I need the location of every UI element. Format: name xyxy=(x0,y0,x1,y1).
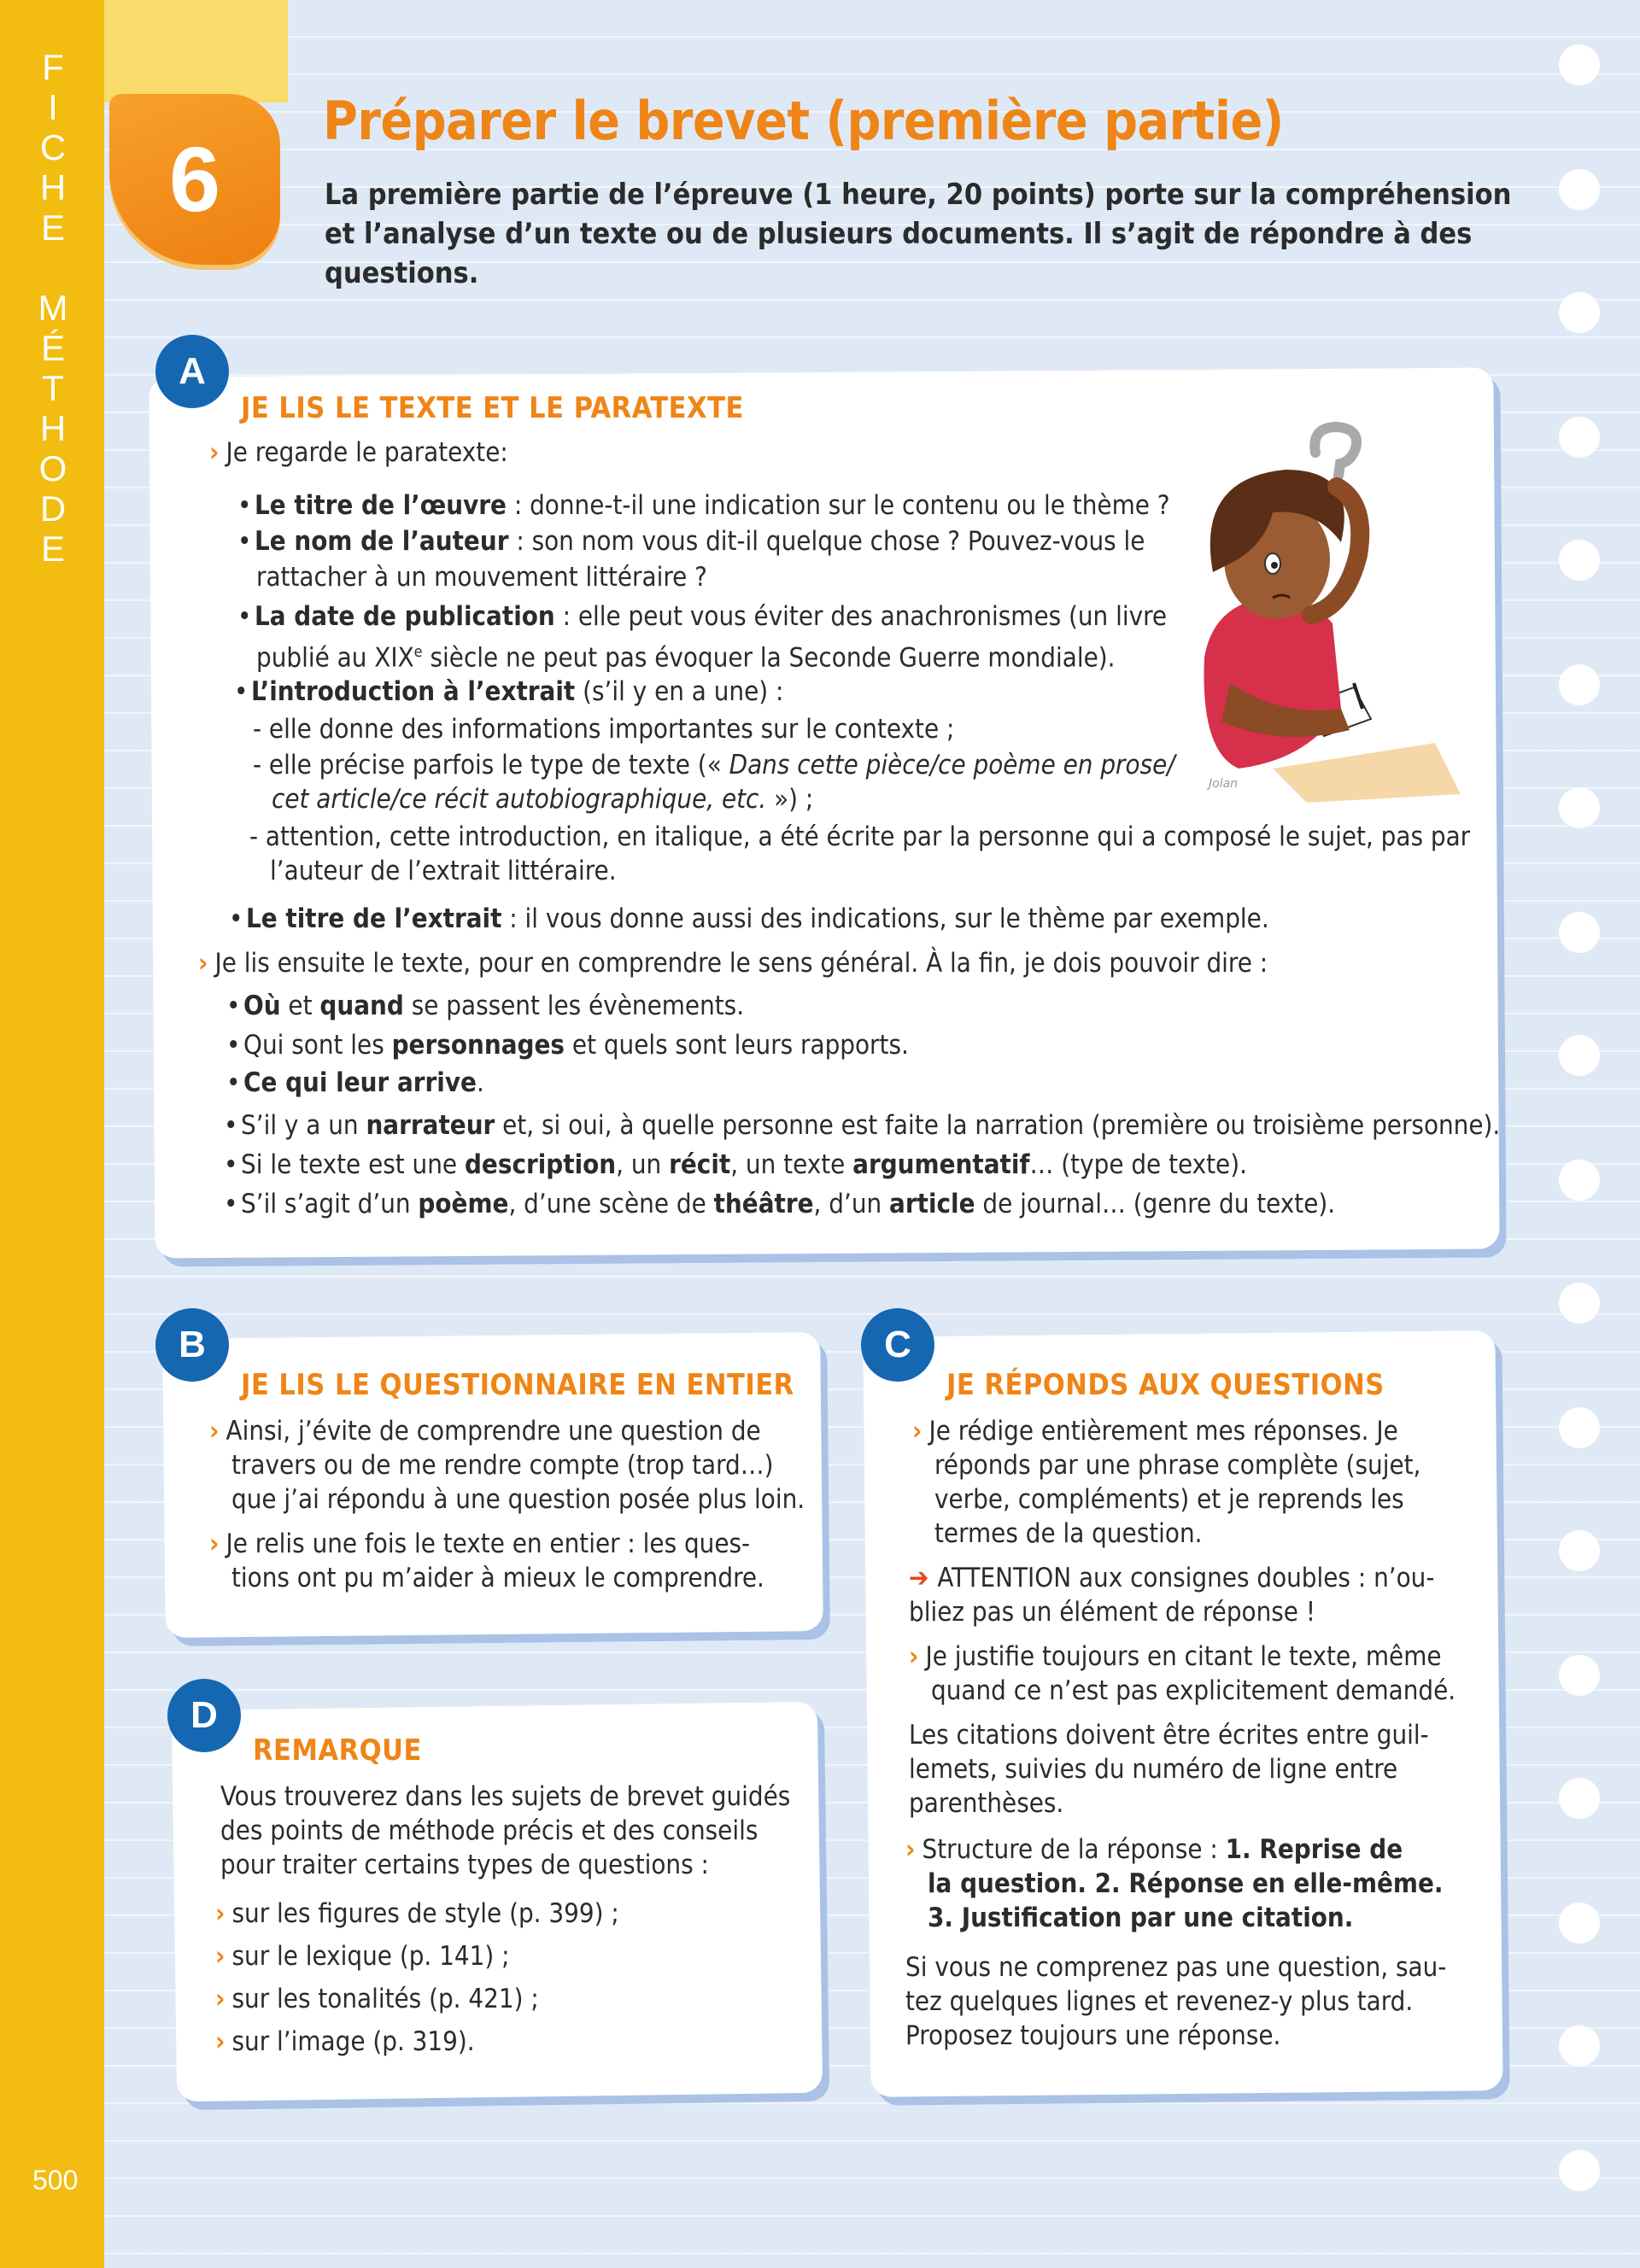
binder-hole xyxy=(1559,1530,1600,1571)
chevron-right-icon: › xyxy=(215,1984,226,2014)
a-line: publié au XIXe siècle ne peut pas évoquer la Seconde Guerre mondiale). xyxy=(256,642,1116,674)
side-letter: E xyxy=(40,208,65,248)
binder-hole xyxy=(1559,1160,1600,1201)
a-bullet: • Le titre de l’extrait : il vous donne aussi des indications, sur le thème par exemple. xyxy=(229,903,1269,934)
side-letter: O xyxy=(38,448,67,488)
bullet-icon: • xyxy=(224,1110,238,1141)
arrow-right-icon: ➔ xyxy=(909,1563,929,1593)
chevron-right-icon: › xyxy=(209,437,220,468)
side-letter xyxy=(36,248,70,288)
page-number: 500 xyxy=(32,2165,79,2195)
bullet-icon: • xyxy=(229,903,243,934)
question-mark-icon xyxy=(1315,427,1356,476)
side-letter: T xyxy=(42,368,64,408)
side-letter: H xyxy=(39,408,67,448)
binder-hole xyxy=(1559,1283,1600,1324)
binder-hole xyxy=(1559,417,1600,458)
section-d-title: REMARQUE xyxy=(253,1733,422,1768)
a-line: › Je regarde le paratexte: xyxy=(209,437,508,468)
binder-hole xyxy=(1559,2150,1600,2191)
a-line: › Je lis ensuite le texte, pour en comprendre le sens général. À la fin, je dois pouvoir dire : xyxy=(198,948,1268,979)
side-letter: D xyxy=(39,488,67,529)
a-bullet: • Où et quand se passent les évènements. xyxy=(226,991,745,1021)
section-a-title: JE LIS LE TEXTE ET LE PARATEXTE xyxy=(241,391,744,425)
chevron-right-icon: › xyxy=(215,1941,226,1972)
b-paragraph: › Je relis une fois le texte en entier : les ques- tions ont pu m’aider à mieux le comprendre. xyxy=(209,1529,764,1593)
a-bullet: • La date de publication : elle peut vous éviter des anachronismes (un livre xyxy=(237,601,1168,632)
intro-line: et l’analyse d’un texte ou de plusieurs documents. Il s’agit de répondre à des questions. xyxy=(325,217,1473,290)
a-line: cet article/ce récit autobiographique, etc. ») ; xyxy=(272,784,814,815)
binder-hole xyxy=(1559,1655,1600,1696)
bullet-icon: • xyxy=(226,1030,241,1061)
bullet-icon: • xyxy=(226,1067,241,1098)
list-item: › sur les figures de style (p. 399) ; xyxy=(215,1898,619,1929)
binder-hole xyxy=(1559,540,1600,581)
chevron-right-icon: › xyxy=(912,1416,922,1447)
section-b-letter: B xyxy=(155,1308,229,1382)
binder-hole xyxy=(1559,1407,1600,1448)
c-paragraph: Les citations doivent être écrites entre guil- lemets, suivies du numéro de ligne entre parenthèses. xyxy=(909,1720,1429,1819)
red-shirt xyxy=(1204,597,1342,769)
header-corner xyxy=(104,0,288,102)
side-letter: É xyxy=(40,328,65,368)
intro-text xyxy=(325,175,1520,293)
side-letter: H xyxy=(39,167,67,208)
binder-hole xyxy=(1559,1903,1600,1944)
c-paragraph: ➔ ATTENTION aux consignes doubles : n’ou- bliez pas un élément de réponse ! xyxy=(909,1563,1435,1628)
bullet-icon: • xyxy=(224,1149,238,1180)
side-letter: M xyxy=(38,288,68,328)
chapter-number-badge: 6 xyxy=(109,94,280,265)
chevron-right-icon: › xyxy=(215,1898,226,1929)
illustrator-signature: Jolan xyxy=(1209,777,1239,791)
binder-hole xyxy=(1559,2025,1600,2066)
side-letter: F xyxy=(42,47,64,87)
a-line: - elle donne des informations importantes sur le contexte ; xyxy=(253,714,955,745)
list-item: › sur l’image (p. 319). xyxy=(215,2026,475,2057)
bullet-icon: • xyxy=(224,1189,238,1219)
list-item: › sur les tonalités (p. 421) ; xyxy=(215,1984,539,2014)
d-paragraph: Vous trouverez dans les sujets de brevet guidés des points de méthode précis et des conseils pour traiter certains types de questions : xyxy=(220,1781,791,1880)
intro-line: La première partie de l’épreuve (1 heure, 20 points) porte sur la compréhension xyxy=(325,178,1512,212)
chevron-right-icon: › xyxy=(905,1834,916,1865)
bullet-icon: • xyxy=(237,601,252,632)
b-paragraph: › Ainsi, j’évite de comprendre une question de travers ou de me rendre compte (trop tard…) que j’ai répondu à une question posée plus loin. xyxy=(209,1416,805,1515)
chevron-right-icon: › xyxy=(198,948,208,979)
bullet-icon: • xyxy=(226,991,241,1021)
binder-hole xyxy=(1559,169,1600,210)
side-letter: E xyxy=(40,529,65,569)
binder-hole xyxy=(1559,1778,1600,1819)
bullet-icon: • xyxy=(237,526,252,557)
section-c-title: JE RÉPONDS AUX QUESTIONS xyxy=(946,1368,1385,1402)
bullet-icon: • xyxy=(237,490,252,521)
section-d-letter: D xyxy=(167,1679,241,1752)
c-paragraph: › Je rédige entièrement mes réponses. Je réponds par une phrase complète (sujet, verbe, compléments) et je reprends les termes de la question. xyxy=(912,1416,1421,1549)
a-bullet: • Ce qui leur arrive. xyxy=(226,1067,484,1098)
a-bullet: • Qui sont les personnages et quels sont leurs rapports. xyxy=(226,1030,909,1061)
a-line: - elle précise parfois le type de texte (« Dans cette pièce/ce poème en prose/ xyxy=(253,750,1175,780)
binder-hole xyxy=(1559,912,1600,953)
section-c-letter: C xyxy=(861,1308,934,1382)
chevron-right-icon: › xyxy=(209,1529,220,1559)
c-paragraph: › Je justifie toujours en citant le texte, même quand ce n’est pas explicitement demandé. xyxy=(909,1641,1456,1706)
binder-hole xyxy=(1559,292,1600,333)
a-bullet: • Le titre de l’œuvre : donne-t-il une indication sur le contenu ou le thème ? xyxy=(237,490,1170,521)
a-bullet: • L’introduction à l’extrait (s’il y en a une) : xyxy=(234,676,784,707)
a-line: l’auteur de l’extrait littéraire. xyxy=(270,856,617,886)
side-label-fiche-methode xyxy=(36,47,70,569)
section-b-title: JE LIS LE QUESTIONNAIRE EN ENTIER xyxy=(241,1368,794,1402)
a-bullet: • S’il s’agit d’un poème, d’une scène de théâtre, d’un article de journal… (genre du texte). xyxy=(224,1189,1336,1219)
side-letter: C xyxy=(39,127,67,167)
binder-hole xyxy=(1559,787,1600,828)
side-letter: I xyxy=(48,87,58,127)
thinking-student-illustration xyxy=(1179,401,1461,811)
chevron-right-icon: › xyxy=(215,2026,226,2057)
a-bullet: • S’il y a un narrateur et, si oui, à quelle personne est faite la narration (première ou troisième personne). xyxy=(224,1110,1501,1141)
a-line: - attention, cette introduction, en italique, a été écrite par la personne qui a composé le sujet, pas par xyxy=(249,821,1471,852)
chevron-right-icon: › xyxy=(209,1416,220,1447)
binder-hole xyxy=(1559,1035,1600,1076)
page-title: Préparer le brevet (première partie) xyxy=(323,90,1284,152)
c-paragraph: Si vous ne comprenez pas une question, sau- tez quelques lignes et revenez-y plus tard. Proposez toujours une réponse. xyxy=(905,1952,1447,2051)
c-paragraph: › Structure de la réponse : 1. Reprise de la question. 2. Réponse en elle-même. 3. Justification par une citation. xyxy=(905,1834,1444,1933)
binder-hole xyxy=(1559,44,1600,85)
section-a-letter: A xyxy=(155,335,229,408)
a-bullet: • Le nom de l’auteur : son nom vous dit-il quelque chose ? Pouvez-vous le xyxy=(237,526,1145,557)
binder-hole xyxy=(1559,664,1600,705)
a-line: rattacher à un mouvement littéraire ? xyxy=(256,562,707,593)
chevron-right-icon: › xyxy=(909,1641,919,1672)
d-list xyxy=(215,1892,796,2063)
bullet-icon: • xyxy=(234,676,249,707)
a-bullet: • Si le texte est une description, un récit, un texte argumentatif… (type de texte). xyxy=(224,1149,1247,1180)
desk xyxy=(1273,743,1461,803)
list-item: › sur le lexique (p. 141) ; xyxy=(215,1941,510,1972)
